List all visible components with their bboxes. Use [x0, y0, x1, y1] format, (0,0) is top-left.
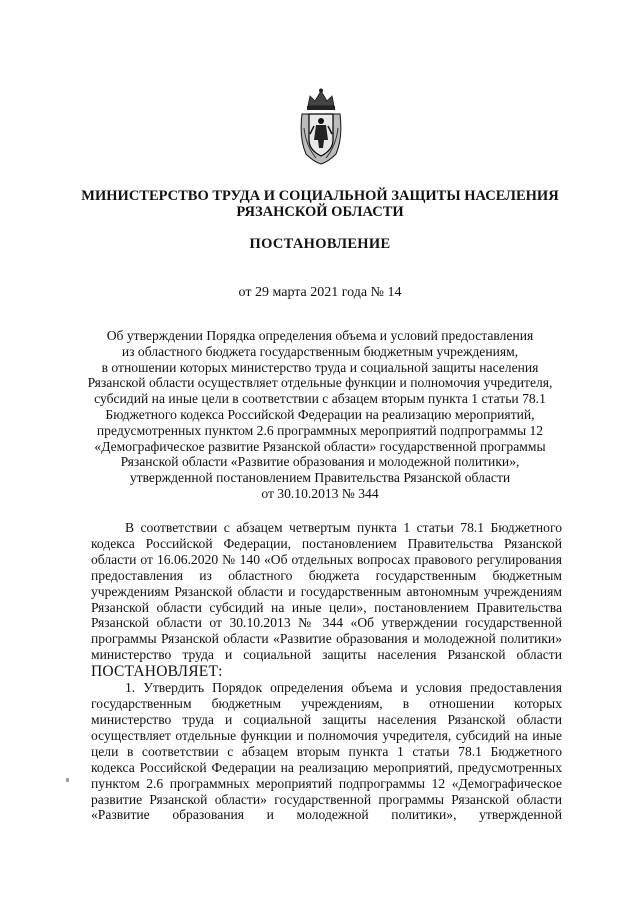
document-type-heading: ПОСТАНОВЛЕНИЕ: [249, 236, 391, 252]
subject-line: Рязанской области осуществляет отдельные функции и полномочия учредителя,: [87, 375, 553, 391]
body-line: государственным бюджетным учреждениям, в отношении которых: [91, 696, 562, 712]
subject-line: предусмотренных пунктом 2.6 программных мероприятий подпрограммы 12: [96, 422, 544, 438]
subject-line: Рязанской области «Развитие образования и молодежной политики»,: [120, 454, 520, 470]
subject-line: утвержденной постановлением Правительства Рязанской области: [129, 470, 511, 486]
body-line: Рязанской области от 30.10.2013 № 344 «Об утверждении государственной: [91, 615, 562, 631]
subject-line: «Демографическое развитие Рязанской области» государственной программы: [94, 438, 546, 454]
body-line: пунктом 2.6 программных мероприятий подпрограммы 12 «Демографическое: [91, 775, 562, 791]
body-line: 1. Утвердить Порядок определения объема и условия предоставления: [125, 680, 562, 696]
subject-line: Бюджетного кодекса Российской Федерации на реализацию мероприятий,: [105, 406, 535, 422]
body-line: цели в соответствии с абзацем вторым пункта 1 статьи 78.1 Бюджетного: [91, 743, 562, 759]
body-line: области от 16.06.2020 № 140 «Об отдельных вопросах правового регулирования: [91, 551, 562, 567]
body-line: В соответствии с абзацем четвертым пункта 1 статьи 78.1 Бюджетного: [125, 520, 562, 535]
body-line: министерство труда и социальной защиты населения Рязанской области: [91, 647, 562, 663]
resolves-heading: ПОСТАНОВЛЯЕТ:: [91, 663, 223, 681]
subject-line: Об утверждении Порядка определения объема и условий предоставления: [106, 328, 534, 343]
ministry-name-line1: МИНИСТЕРСТВО ТРУДА И СОЦИАЛЬНОЙ ЗАЩИТЫ НАСЕЛЕНИЯ: [81, 188, 559, 204]
coat-of-arms-emblem: [296, 88, 346, 166]
document-date-number: от 29 марта 2021 года № 14: [238, 285, 402, 300]
body-line: министерство труда и социальной защиты населения Рязанской области: [91, 711, 562, 727]
body-line: программы Рязанской области «Развитие образования и молодежной политики»: [91, 631, 562, 647]
body-line: «Развитие образования и молодежной политики», утвержденной: [91, 807, 562, 823]
subject-line: в отношении которых министерство труда и социальной защиты населения: [101, 359, 539, 375]
ministry-name-line2: РЯЗАНСКОЙ ОБЛАСТИ: [236, 204, 404, 220]
resolution-body: [91, 520, 562, 823]
body-line: осуществляет отдельные функции и полномочия учредителя, субсидий на иные: [91, 727, 562, 743]
body-line: развитие Рязанской области» государственной программы Рязанской области: [91, 791, 562, 807]
scan-artifact-mark: [66, 778, 69, 782]
body-line: предоставления из областного бюджета государственным бюджетным: [91, 567, 562, 583]
subject-line: от 30.10.2013 № 344: [261, 485, 379, 501]
subject-line: субсидий на иные цели в соответствии с абзацем вторым пункта 1 статьи 78.1: [94, 391, 546, 407]
resolution-subject: [70, 328, 570, 502]
subject-line: из областного бюджета государственным бюджетным учреждениям,: [121, 343, 519, 359]
body-line: Рязанской области субсидий на иные цели», постановлением Правительства: [91, 599, 562, 615]
body-line: кодекса Российской Федерации, постановлением Правительства Рязанской: [91, 535, 562, 551]
body-line: кодекса Российской Федерации на реализацию мероприятий, предусмотренных: [91, 759, 562, 775]
body-line: учреждениям Рязанской области и государственным автономным учреждениям: [91, 583, 562, 599]
